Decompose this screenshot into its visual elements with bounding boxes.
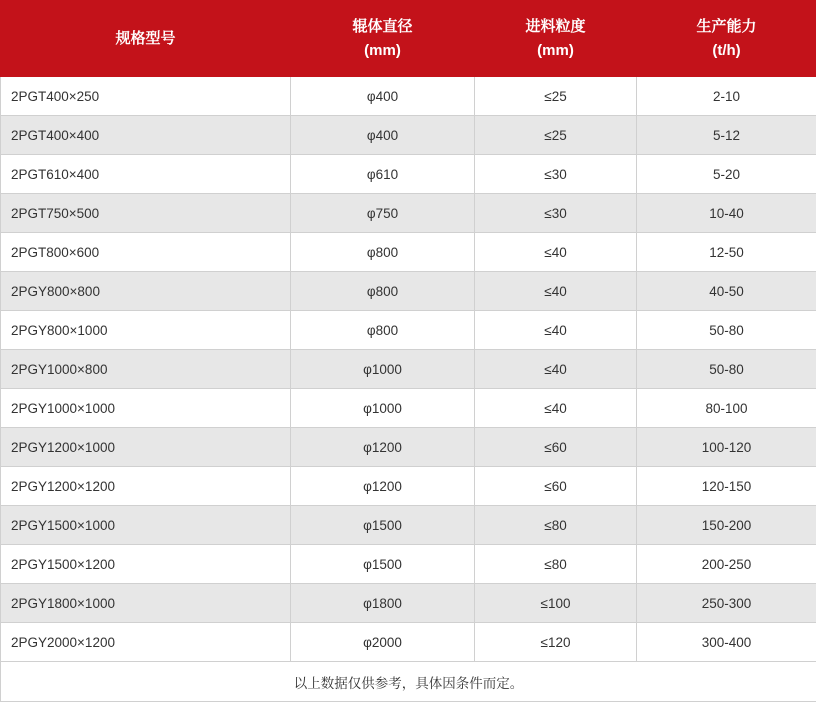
cell-capacity: 80-100 [637, 389, 816, 428]
cell-feed: ≤40 [475, 272, 637, 311]
table-header [1, 1, 816, 77]
cell-diameter: φ2000 [291, 623, 475, 662]
column-header-capacity-title: 生产能力 [696, 18, 756, 35]
cell-model: 2PGY1500×1200 [1, 545, 291, 584]
table-row [1, 545, 816, 584]
table-row [1, 116, 816, 155]
cell-feed: ≤25 [475, 116, 637, 155]
cell-capacity: 40-50 [637, 272, 816, 311]
table-header-row [1, 1, 816, 77]
cell-diameter: φ800 [291, 233, 475, 272]
cell-model: 2PGT750×500 [1, 194, 291, 233]
column-header-roller-diameter-unit: (mm) [295, 39, 470, 62]
cell-diameter: φ800 [291, 311, 475, 350]
column-header-capacity [637, 1, 816, 77]
cell-diameter: φ1200 [291, 467, 475, 506]
cell-feed: ≤30 [475, 155, 637, 194]
cell-model: 2PGY1200×1000 [1, 428, 291, 467]
cell-capacity: 50-80 [637, 311, 816, 350]
table-row [1, 272, 816, 311]
cell-model: 2PGT800×600 [1, 233, 291, 272]
cell-model: 2PGT400×250 [1, 77, 291, 116]
table-row [1, 350, 816, 389]
cell-capacity: 100-120 [637, 428, 816, 467]
cell-capacity: 50-80 [637, 350, 816, 389]
cell-model: 2PGY1000×1000 [1, 389, 291, 428]
cell-model: 2PGY1000×800 [1, 350, 291, 389]
column-header-feed-size-title: 进料粒度 [525, 18, 585, 35]
cell-feed: ≤40 [475, 311, 637, 350]
table-row [1, 623, 816, 662]
cell-model: 2PGY800×800 [1, 272, 291, 311]
cell-feed: ≤40 [475, 350, 637, 389]
cell-feed: ≤25 [475, 77, 637, 116]
cell-capacity: 250-300 [637, 584, 816, 623]
cell-capacity: 12-50 [637, 233, 816, 272]
table-row [1, 233, 816, 272]
cell-feed: ≤60 [475, 428, 637, 467]
table-row [1, 506, 816, 545]
cell-diameter: φ400 [291, 77, 475, 116]
cell-diameter: φ610 [291, 155, 475, 194]
column-header-model-title: 规格型号 [115, 30, 175, 47]
cell-capacity: 10-40 [637, 194, 816, 233]
cell-feed: ≤60 [475, 467, 637, 506]
cell-model: 2PGY1800×1000 [1, 584, 291, 623]
table-row [1, 311, 816, 350]
cell-feed: ≤30 [475, 194, 637, 233]
cell-model: 2PGT610×400 [1, 155, 291, 194]
cell-capacity: 300-400 [637, 623, 816, 662]
cell-feed: ≤40 [475, 389, 637, 428]
column-header-roller-diameter-title: 辊体直径 [352, 18, 412, 35]
cell-capacity: 5-20 [637, 155, 816, 194]
column-header-feed-size-unit: (mm) [479, 39, 632, 62]
cell-capacity: 200-250 [637, 545, 816, 584]
column-header-model [1, 1, 291, 77]
table-footnote: 以上数据仅供参考，具体因条件而定。 [1, 662, 816, 702]
cell-diameter: φ1000 [291, 389, 475, 428]
cell-model: 2PGY1500×1000 [1, 506, 291, 545]
table-row [1, 77, 816, 116]
cell-model: 2PGT400×400 [1, 116, 291, 155]
cell-feed: ≤80 [475, 545, 637, 584]
cell-diameter: φ800 [291, 272, 475, 311]
table-row [1, 467, 816, 506]
table-body [1, 77, 816, 702]
cell-diameter: φ1800 [291, 584, 475, 623]
table-row [1, 584, 816, 623]
cell-feed: ≤100 [475, 584, 637, 623]
table-row [1, 389, 816, 428]
cell-feed: ≤80 [475, 506, 637, 545]
column-header-capacity-unit: (t/h) [641, 39, 812, 62]
cell-diameter: φ400 [291, 116, 475, 155]
cell-model: 2PGY800×1000 [1, 311, 291, 350]
cell-diameter: φ1000 [291, 350, 475, 389]
cell-diameter: φ1500 [291, 506, 475, 545]
cell-model: 2PGY2000×1200 [1, 623, 291, 662]
cell-diameter: φ1200 [291, 428, 475, 467]
cell-capacity: 2-10 [637, 77, 816, 116]
table-footnote-row [1, 662, 816, 702]
cell-model: 2PGY1200×1200 [1, 467, 291, 506]
column-header-feed-size [475, 1, 637, 77]
table-row [1, 428, 816, 467]
cell-feed: ≤40 [475, 233, 637, 272]
column-header-roller-diameter [291, 1, 475, 77]
cell-capacity: 120-150 [637, 467, 816, 506]
cell-capacity: 150-200 [637, 506, 816, 545]
cell-feed: ≤120 [475, 623, 637, 662]
cell-capacity: 5-12 [637, 116, 816, 155]
cell-diameter: φ1500 [291, 545, 475, 584]
table-row [1, 194, 816, 233]
table-row [1, 155, 816, 194]
cell-diameter: φ750 [291, 194, 475, 233]
